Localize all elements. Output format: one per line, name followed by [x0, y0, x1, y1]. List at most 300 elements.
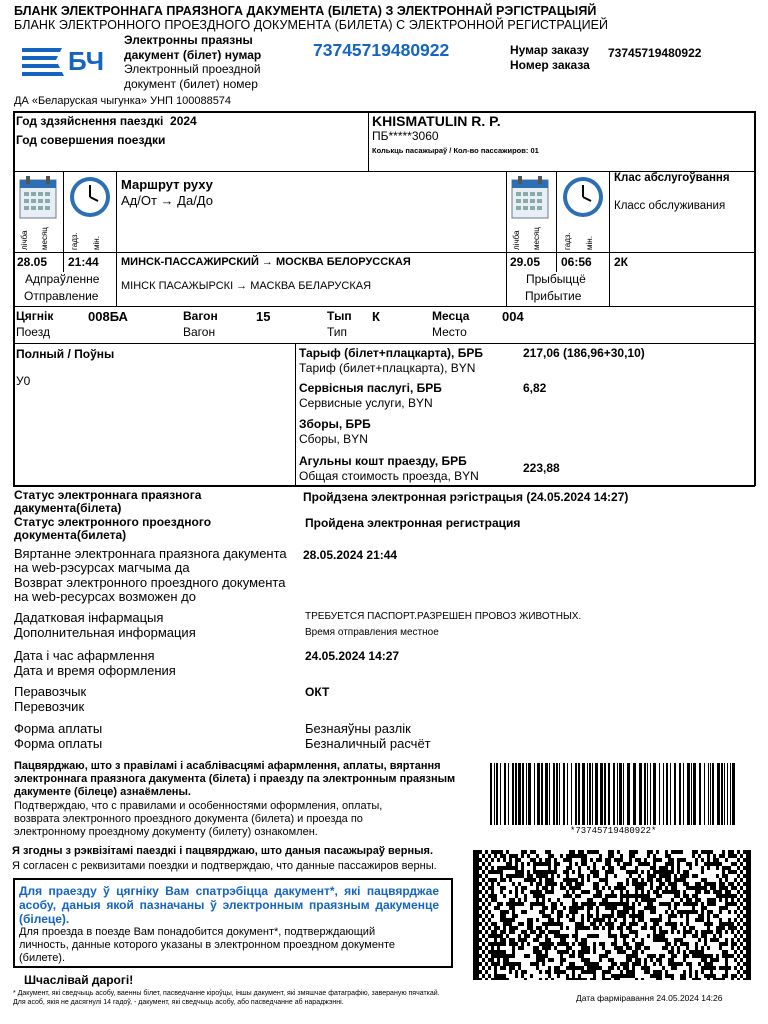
code-module	[530, 962, 533, 966]
code-module	[686, 882, 689, 886]
code-module	[719, 882, 722, 886]
code-module	[572, 878, 575, 882]
passenger-doc: ПБ*****3060	[372, 129, 439, 143]
code-module	[707, 922, 710, 926]
code-module	[659, 858, 662, 862]
code-module	[731, 882, 734, 886]
code-module	[671, 954, 674, 958]
code-module	[644, 922, 647, 926]
code-module	[701, 950, 704, 954]
code-module	[545, 946, 548, 950]
code-module	[623, 902, 626, 906]
code-module	[635, 914, 638, 918]
code-module	[494, 850, 497, 854]
code-module	[530, 878, 533, 882]
code-module	[719, 922, 722, 926]
code-module	[581, 938, 584, 942]
code-module	[557, 914, 560, 918]
code-module	[545, 858, 548, 862]
code-module	[479, 898, 482, 902]
ticket-label-ru-2: документ (билет) номер	[124, 76, 258, 91]
code-module	[656, 958, 659, 962]
code-module	[638, 962, 641, 966]
code-module	[479, 914, 482, 918]
code-module	[548, 854, 551, 858]
code-module	[731, 862, 734, 866]
code-module	[725, 902, 728, 906]
code-module	[494, 974, 497, 978]
code-module	[719, 862, 722, 866]
code-module	[563, 970, 566, 974]
code-module	[527, 918, 530, 922]
code-module	[683, 970, 686, 974]
code-module	[662, 946, 665, 950]
code-module	[680, 978, 683, 980]
code-module	[491, 890, 494, 894]
code-module	[521, 942, 524, 946]
code-module	[506, 874, 509, 878]
code-module	[515, 942, 518, 946]
code-module	[725, 906, 728, 910]
code-module	[482, 918, 485, 922]
code-module	[578, 874, 581, 878]
code-module	[707, 898, 710, 902]
code-module	[572, 902, 575, 906]
code-module	[698, 918, 701, 922]
code-module	[557, 922, 560, 926]
code-module	[662, 902, 665, 906]
code-module	[656, 974, 659, 978]
code-module	[581, 958, 584, 962]
code-module	[701, 946, 704, 950]
code-module	[575, 922, 578, 926]
code-module	[734, 974, 737, 978]
code-module	[731, 850, 734, 854]
time-hour-label: гадз.	[563, 232, 572, 250]
code-module	[482, 902, 485, 906]
code-module	[587, 950, 590, 954]
code-module	[575, 902, 578, 906]
code-module	[530, 926, 533, 930]
code-module	[566, 866, 569, 870]
code-module	[551, 890, 554, 894]
code-module	[575, 854, 578, 858]
code-module	[566, 882, 569, 886]
code-module	[641, 950, 644, 954]
code-module	[620, 950, 623, 954]
code-module	[629, 946, 632, 950]
code-module	[473, 962, 476, 966]
code-module	[572, 854, 575, 858]
code-module	[701, 878, 704, 882]
code-module	[659, 878, 662, 882]
barcode-bar	[494, 763, 495, 825]
code-module	[488, 926, 491, 930]
code-module	[632, 918, 635, 922]
code-module	[614, 894, 617, 898]
code-module	[605, 902, 608, 906]
code-module	[503, 978, 506, 980]
code-module	[584, 978, 587, 980]
code-module	[473, 902, 476, 906]
code-module	[515, 894, 518, 898]
code-module	[554, 882, 557, 886]
barcode-bar	[674, 763, 676, 825]
code-module	[614, 886, 617, 890]
code-module	[731, 946, 734, 950]
code-module	[476, 938, 479, 942]
code-module	[641, 890, 644, 894]
code-module	[737, 906, 740, 910]
code-module	[740, 894, 743, 898]
code-module	[620, 970, 623, 974]
code-module	[725, 950, 728, 954]
code-module	[695, 950, 698, 954]
code-module	[737, 938, 740, 942]
code-module	[497, 902, 500, 906]
code-module	[596, 870, 599, 874]
code-module	[704, 922, 707, 926]
code-module	[569, 946, 572, 950]
code-module	[542, 954, 545, 958]
code-module	[740, 926, 743, 930]
code-module	[605, 858, 608, 862]
code-module	[659, 870, 662, 874]
code-module	[698, 914, 701, 918]
code-module	[596, 962, 599, 966]
code-module	[512, 946, 515, 950]
code-module	[530, 918, 533, 922]
calendar-icon	[510, 174, 552, 223]
code-module	[683, 926, 686, 930]
code-module	[728, 966, 731, 970]
code-module	[626, 906, 629, 910]
code-module	[560, 950, 563, 954]
code-module	[743, 906, 746, 910]
code-module	[716, 862, 719, 866]
code-module	[524, 970, 527, 974]
code-module	[614, 902, 617, 906]
code-module	[656, 934, 659, 938]
code-module	[575, 878, 578, 882]
code-module	[500, 890, 503, 894]
code-module	[746, 954, 749, 958]
code-module	[512, 926, 515, 930]
code-module	[638, 886, 641, 890]
code-module	[476, 894, 479, 898]
code-module	[476, 966, 479, 970]
code-module	[662, 870, 665, 874]
code-module	[665, 878, 668, 882]
code-module	[665, 922, 668, 926]
code-module	[713, 978, 716, 980]
code-module	[734, 926, 737, 930]
code-module	[734, 886, 737, 890]
ticket-code: У0	[16, 374, 31, 388]
code-module	[668, 974, 671, 978]
code-module	[599, 878, 602, 882]
code-module	[653, 918, 656, 922]
code-module	[491, 882, 494, 886]
code-module	[737, 882, 740, 886]
code-module	[494, 962, 497, 966]
code-module	[503, 910, 506, 914]
code-module	[737, 850, 740, 854]
code-module	[572, 870, 575, 874]
code-module	[716, 874, 719, 878]
code-module	[530, 858, 533, 862]
code-module	[542, 910, 545, 914]
code-module	[677, 946, 680, 950]
divider-v	[609, 171, 610, 307]
code-module	[581, 882, 584, 886]
barcode-bar	[653, 763, 656, 825]
code-module	[560, 882, 563, 886]
code-module	[713, 934, 716, 938]
year-value: 2024	[170, 114, 197, 128]
code-module	[551, 882, 554, 886]
code-module	[650, 886, 653, 890]
code-module	[476, 866, 479, 870]
code-module	[662, 954, 665, 958]
service-label-ru: Сервисные услуги, BYN	[299, 396, 433, 410]
code-module	[590, 970, 593, 974]
code-module	[632, 906, 635, 910]
code-module	[611, 902, 614, 906]
code-module	[494, 938, 497, 942]
code-module	[629, 894, 632, 898]
code-module	[587, 958, 590, 962]
code-module	[476, 858, 479, 862]
route-ru: МИНСК-ПАССАЖИРСКИЙ → МОСКВА БЕЛОРУССКАЯ	[121, 256, 411, 268]
code-module	[638, 910, 641, 914]
code-module	[557, 898, 560, 902]
code-module	[749, 954, 751, 958]
code-module	[650, 898, 653, 902]
code-module	[605, 922, 608, 926]
code-module	[593, 926, 596, 930]
code-module	[557, 918, 560, 922]
code-module	[677, 962, 680, 966]
code-module	[476, 954, 479, 958]
code-module	[659, 978, 662, 980]
code-module	[641, 942, 644, 946]
code-module	[665, 890, 668, 894]
code-module	[545, 922, 548, 926]
code-module	[497, 954, 500, 958]
code-module	[548, 966, 551, 970]
code-module	[626, 894, 629, 898]
code-module	[557, 930, 560, 934]
code-module	[479, 882, 482, 886]
code-module	[668, 882, 671, 886]
code-module	[485, 850, 488, 854]
code-module	[521, 890, 524, 894]
code-module	[629, 926, 632, 930]
code-module	[491, 930, 494, 934]
code-module	[635, 954, 638, 958]
code-module	[641, 878, 644, 882]
dep-time: 21:44	[68, 255, 99, 269]
code-module	[728, 870, 731, 874]
code-module	[749, 898, 751, 902]
code-module	[494, 966, 497, 970]
code-module	[605, 950, 608, 954]
code-module	[692, 934, 695, 938]
code-module	[620, 890, 623, 894]
car-label-by: Вагон	[183, 309, 218, 323]
code-module	[656, 890, 659, 894]
code-module	[488, 974, 491, 978]
code-module	[545, 906, 548, 910]
code-module	[746, 866, 749, 870]
code-module	[473, 950, 476, 954]
code-module	[716, 914, 719, 918]
code-module	[716, 890, 719, 894]
code-module	[494, 978, 497, 980]
code-module	[608, 970, 611, 974]
code-module	[509, 858, 512, 862]
code-module	[713, 958, 716, 962]
code-module	[584, 890, 587, 894]
code-module	[497, 978, 500, 980]
code-module	[617, 926, 620, 930]
code-module	[536, 926, 539, 930]
code-module	[614, 974, 617, 978]
barcode-bar	[708, 763, 709, 825]
code-module	[584, 958, 587, 962]
code-module	[485, 898, 488, 902]
code-module	[572, 950, 575, 954]
code-module	[473, 914, 476, 918]
code-module	[512, 942, 515, 946]
code-module	[485, 866, 488, 870]
code-module	[713, 854, 716, 858]
code-module	[686, 902, 689, 906]
code-module	[587, 918, 590, 922]
payment-label-by: Форма аплаты	[14, 721, 103, 736]
code-module	[635, 898, 638, 902]
code-module	[695, 910, 698, 914]
code-module	[713, 974, 716, 978]
code-module	[581, 918, 584, 922]
code-module	[548, 922, 551, 926]
code-module	[476, 962, 479, 966]
code-module	[485, 922, 488, 926]
code-module	[638, 946, 641, 950]
service-value: 6,82	[523, 381, 547, 395]
code-module	[521, 874, 524, 878]
code-module	[572, 886, 575, 890]
code-module	[686, 942, 689, 946]
code-module	[569, 978, 572, 980]
code-module	[563, 906, 566, 910]
code-module	[569, 962, 572, 966]
code-module	[668, 918, 671, 922]
code-module	[578, 866, 581, 870]
code-module	[608, 978, 611, 980]
code-module	[542, 862, 545, 866]
code-module	[737, 866, 740, 870]
code-module	[674, 922, 677, 926]
dep-date: 28.05	[17, 255, 48, 269]
code-module	[542, 898, 545, 902]
code-module	[629, 922, 632, 926]
code-module	[533, 930, 536, 934]
code-module	[545, 954, 548, 958]
code-module	[728, 922, 731, 926]
code-module	[473, 878, 476, 882]
code-module	[536, 938, 539, 942]
code-module	[698, 854, 701, 858]
barcode-bar	[679, 763, 681, 825]
code-module	[620, 894, 623, 898]
code-module	[707, 902, 710, 906]
code-module	[635, 930, 638, 934]
code-module	[533, 890, 536, 894]
code-module	[587, 898, 590, 902]
code-module	[725, 954, 728, 958]
code-module	[713, 938, 716, 942]
code-module	[497, 942, 500, 946]
code-module	[572, 978, 575, 980]
ticket-label-ru-1: Электронный проездной	[124, 62, 261, 76]
barcode-bar	[647, 763, 648, 825]
barcode-bar	[537, 763, 540, 825]
code-module	[665, 942, 668, 946]
code-module	[500, 914, 503, 918]
fees-label-ru: Сборы, BYN	[299, 432, 368, 446]
code-module	[500, 934, 503, 938]
code-module	[548, 850, 551, 854]
code-module	[482, 886, 485, 890]
code-module	[743, 850, 746, 854]
code-module	[596, 934, 599, 938]
code-module	[533, 866, 536, 870]
code-module	[632, 870, 635, 874]
barcode-bar	[518, 763, 521, 825]
code-module	[575, 938, 578, 942]
code-module	[554, 946, 557, 950]
code-module	[611, 934, 614, 938]
code-module	[719, 946, 722, 950]
table-border-left	[13, 111, 15, 486]
code-module	[665, 862, 668, 866]
code-module	[728, 866, 731, 870]
code-module	[575, 894, 578, 898]
code-module	[710, 902, 713, 906]
code-module	[722, 966, 725, 970]
code-module	[521, 902, 524, 906]
code-module	[680, 914, 683, 918]
barcode-bar	[693, 763, 696, 825]
code-module	[560, 910, 563, 914]
code-module	[749, 906, 751, 910]
code-module	[506, 918, 509, 922]
code-module	[533, 850, 536, 854]
code-module	[728, 918, 731, 922]
code-module	[746, 890, 749, 894]
code-module	[506, 902, 509, 906]
code-module	[611, 890, 614, 894]
table-border-right	[754, 111, 756, 486]
code-module	[746, 906, 749, 910]
code-module	[545, 934, 548, 938]
code-module	[683, 878, 686, 882]
dep-label-ru: Отправление	[24, 289, 99, 303]
order-label-by: Нумар заказу	[510, 43, 589, 57]
code-module	[539, 878, 542, 882]
